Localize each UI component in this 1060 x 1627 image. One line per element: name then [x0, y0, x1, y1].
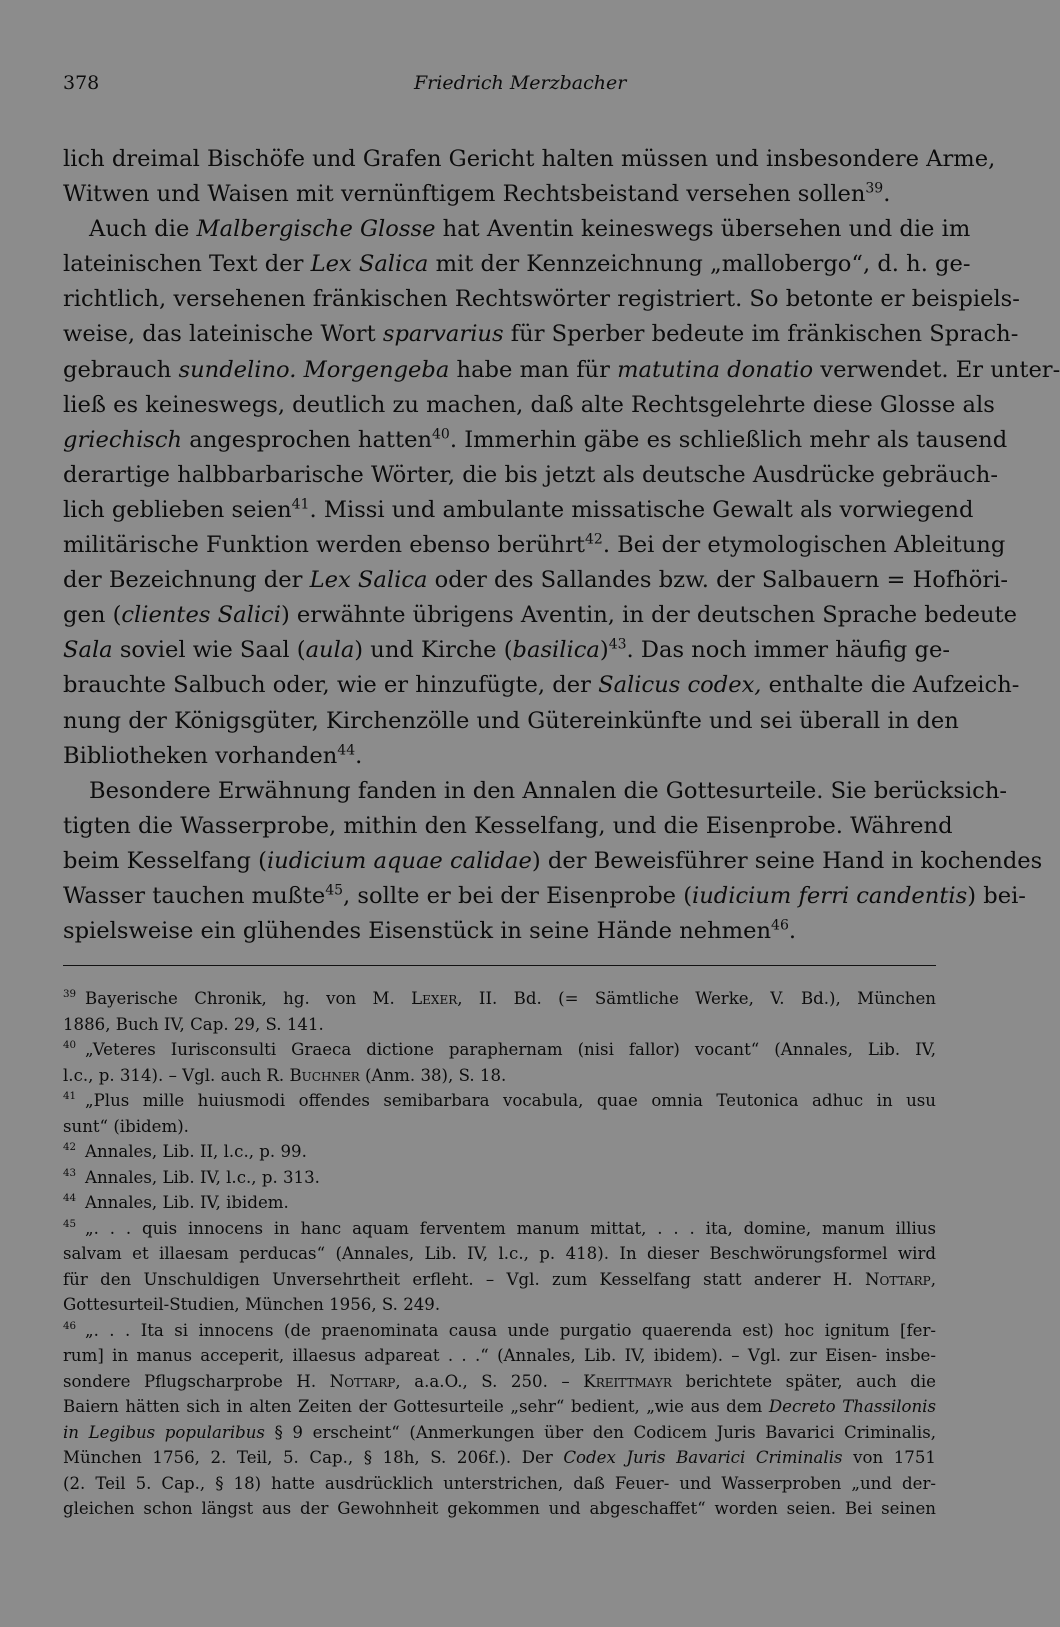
text-run: gebrauch	[63, 356, 179, 383]
text-run: von 1751	[842, 1448, 936, 1467]
text-run: (2. Teil 5. Cap., § 18) hatte ausdrücklich unterstrichen, daß Feuer- und Wasserproben „und der-	[63, 1473, 936, 1493]
text-run: Besondere Erwähnung fanden in den Annalen die Gottesurteile. Sie berücksich-	[89, 777, 1008, 804]
footnote-line: $^{43}$ Annales, Lib. IV, l.c., p. 313.	[63, 1166, 320, 1187]
footnote-line	[63, 1445, 936, 1471]
author-name: Nottarp	[329, 1371, 396, 1391]
body-line	[63, 598, 1017, 633]
text-run: (Anm. 38), S. 18.	[359, 1065, 507, 1085]
italic-text: iudicium aquae calidae	[266, 847, 532, 874]
text-run: gen (	[63, 602, 122, 629]
text-run: Witwen und Waisen mit vernünftigem Rechtsbeistand versehen sollen	[63, 181, 866, 208]
footnote-line	[63, 1369, 936, 1395]
text-run: richtlich, versehenen fränkischen Rechtswörter registriert. So betonte er beispiels-	[63, 286, 1020, 313]
italic-text: aula	[305, 637, 355, 664]
text-run: § 9 erscheint“ (Anmerkungen über den Codicem Juris Bavarici Criminalis,	[264, 1422, 936, 1442]
text-run: , a.a.O., S. 250. –	[395, 1371, 584, 1391]
text-run: , II. Bd. (= Sämtliche Werke, V. Bd.), München	[457, 989, 936, 1008]
text-run: l.c., p. 314). – Vgl. auch R.	[63, 1065, 290, 1085]
text-run: der Bezeichnung der	[63, 567, 310, 594]
text-run: lich geblieben seien	[63, 496, 292, 523]
italic-text: Morgengeba	[303, 356, 450, 383]
body-line	[63, 388, 995, 423]
body-line	[63, 317, 1019, 352]
text-run: militärische Funktion werden ebenso berührt	[63, 532, 585, 559]
footnote-line: $^{42}$ Annales, Lib. II, l.c., p. 99.	[63, 1141, 307, 1161]
italic-text: iudicium ferri candentis	[692, 882, 968, 909]
text-run: angesprochen hatten	[182, 426, 433, 453]
page-number: 378	[63, 72, 100, 94]
footnote-reference: 45	[325, 882, 344, 899]
body-line	[63, 739, 936, 774]
body-line	[63, 458, 998, 493]
text-run: ) bei-	[967, 882, 1026, 909]
text-run: beim Kesselfang (	[63, 847, 267, 874]
text-run: „. . . Ita si innocens (de praenominata causa unde purgatio quaerenda est) hoc ignitum [fer-	[85, 1320, 936, 1340]
author-name: Lexer	[411, 989, 458, 1008]
text-run: )	[599, 637, 609, 664]
text-run: berichtete später, auch die	[671, 1371, 936, 1391]
footnote-line: $^{46}$ „. . . Ita si innocens (de praenominata causa unde purgatio quaerenda est) hoc ignitum [fer-	[63, 1319, 936, 1340]
text-run: Auch die	[89, 216, 197, 243]
italic-text: griechisch	[63, 426, 183, 453]
body-line	[63, 247, 971, 282]
text-run: , sollte er bei der Eisenprobe (	[343, 882, 693, 909]
footnote-reference: 40	[432, 426, 450, 443]
footnote-rule	[63, 965, 936, 966]
footnote-line	[63, 1012, 936, 1038]
author-name: Buchner	[289, 1065, 360, 1085]
text-run: . Immerhin gäbe es schließlich mehr als tausend	[449, 426, 1008, 453]
footnote-line: $^{45}$ „. . . quis innocens in hanc aquam ferventem manum mittat, . . . ita, domine, manum illius	[63, 1217, 936, 1238]
text-run: gleichen schon längst aus der Gewohnheit gekommen und abgeschaffet“ worden seien. Bei seinen	[63, 1499, 936, 1518]
text-run: Bayerische Chronik, hg. von M.	[85, 989, 412, 1008]
text-run: „. . . quis innocens in hanc aquam ferventem manum mittat, . . . ita, domine, manum illius	[85, 1218, 936, 1238]
body-text	[63, 142, 1060, 949]
footnote-reference: 41	[291, 496, 310, 513]
text-run: Annales, Lib. IV, l.c., p. 313.	[85, 1167, 320, 1187]
footnote-reference: 46	[771, 917, 789, 934]
text-run: München 1756, 2. Teil, 5. Cap., § 18h, S. 206f.). Der	[63, 1448, 564, 1467]
text-run: mit der Kennzeichnung „mallobergo“, d. h. ge-	[428, 251, 971, 278]
body-line	[63, 493, 974, 528]
italic-text: matutina donatio	[617, 356, 814, 383]
italic-text: Codex Juris Bavarici Criminalis	[563, 1448, 843, 1467]
footnote-line	[63, 1063, 936, 1089]
text-run: tigten die Wasserprobe, mithin den Kesselfang, und die Eisenprobe. Während	[63, 812, 953, 839]
footnote-line: $^{39}$ Bayerische Chronik, hg. von M. Lexer, II. Bd. (= Sämtliche Werke, V. Bd.), München	[63, 988, 936, 1008]
body-line	[63, 563, 1009, 598]
footnote-line	[63, 1471, 936, 1497]
italic-text: basilica	[512, 637, 600, 664]
text-run: . Missi und ambulante missatische Gewalt als vorwiegend	[309, 496, 974, 523]
body-line	[63, 914, 936, 949]
footnote-line	[63, 1292, 936, 1318]
text-run: habe man für	[449, 356, 618, 383]
text-run: ) erwähnte übrigens Aventin, in der deutschen Sprache bedeute	[280, 602, 1017, 629]
text-run: soviel wie Saal (	[112, 637, 306, 664]
footnote-line: $^{44}$ Annales, Lib. IV, ibidem.	[63, 1192, 289, 1212]
footnote-reference: 43	[608, 636, 627, 653]
text-run: ) der Beweisführer seine Hand in kochendes	[531, 847, 1043, 874]
text-run: .	[355, 742, 363, 769]
body-line	[63, 212, 971, 247]
italic-text: Salicus codex,	[598, 672, 762, 699]
body-line	[63, 633, 950, 668]
text-run: nung der Königsgüter, Kirchenzölle und Gütereinkünfte und sei überall in den	[63, 707, 959, 734]
italic-text: sundelino.	[178, 356, 297, 383]
text-run: enthalte die Aufzeich-	[761, 672, 1020, 699]
italic-text: Lex Salica	[309, 567, 428, 594]
text-run: Annales, Lib. IV, ibidem.	[85, 1193, 289, 1212]
text-run: lich dreimal Bischöfe und Grafen Gericht halten müssen und insbesondere Arme,	[63, 146, 996, 172]
italic-text: in Legibus popularibus	[63, 1422, 265, 1442]
italic-text: Lex Salica	[310, 251, 429, 278]
author-name: Nottarp	[865, 1269, 931, 1289]
text-run: Baiern hätten sich in alten Zeiten der Gottesurteile „sehr“ bedient, „wie aus dem	[63, 1397, 769, 1416]
footnote-line	[63, 1394, 936, 1420]
text-run: sondere Pflugscharprobe H.	[63, 1371, 330, 1391]
text-run: .	[788, 918, 797, 945]
body-line	[63, 528, 1006, 563]
text-run: . Bei der etymologischen Ableitung	[602, 532, 1006, 559]
text-run: lateinischen Text der	[63, 251, 311, 278]
text-run: „Veteres Iurisconsulti Graeca dictione paraphernam (nisi fallor) vocant“ (Annales, Lib. IV,	[85, 1040, 936, 1059]
body-line	[63, 704, 959, 739]
body-line	[63, 177, 936, 212]
body-line	[63, 774, 1008, 809]
text-run: weise, das lateinische Wort	[63, 321, 383, 348]
footnote-line	[63, 1267, 936, 1293]
footnote-line	[63, 1241, 936, 1267]
text-run: verwendet. Er unter-	[813, 356, 1060, 383]
text-run: sunt“ (ibidem).	[63, 1116, 189, 1136]
italic-text: Decreto Thassilonis	[768, 1397, 937, 1416]
italic-text: Malbergische Glosse	[196, 216, 436, 243]
body-line	[63, 844, 1043, 879]
text-run: brauchte Salbuch oder, wie er hinzufügte, der	[63, 672, 599, 699]
body-line	[63, 809, 953, 844]
running-title: Friedrich Merzbacher	[414, 72, 627, 94]
text-run: ließ es keineswegs, deutlich zu machen, daß alte Rechtsgelehrte diese Glosse als	[63, 391, 995, 418]
italic-text: clientes Salici	[121, 602, 281, 629]
author-name: Kreittmayr	[583, 1371, 672, 1391]
text-run: 1886, Buch IV, Cap. 29, S. 141.	[63, 1014, 324, 1034]
text-run: Bibliotheken vorhanden	[63, 742, 338, 769]
text-run: derartige halbbarbarische Wörter, die bis jetzt als deutsche Ausdrücke gebräuch-	[63, 461, 998, 488]
footnote-reference: 39	[865, 180, 884, 197]
italic-text: sparvarius	[382, 321, 504, 348]
footnote-line	[63, 1114, 936, 1140]
text-run: hat Aventin keineswegs übersehen und die im	[435, 216, 971, 243]
text-run: ,	[930, 1269, 936, 1289]
body-line	[63, 879, 1026, 914]
text-run: Wasser tauchen mußte	[63, 882, 326, 909]
text-run: . Das noch immer häufig ge-	[626, 637, 950, 664]
text-run: .	[883, 181, 891, 208]
footnote-line: $^{40}$ „Veteres Iurisconsulti Graeca dictione paraphernam (nisi fallor) vocant“ (Annales, Lib. IV,	[63, 1039, 936, 1059]
text-run: ) und Kirche (	[354, 637, 513, 664]
body-line	[63, 282, 1020, 317]
footnote-line	[63, 1496, 936, 1522]
body-line	[63, 668, 1020, 703]
text-run: für Sperber bedeute im fränkischen Sprach-	[503, 321, 1019, 348]
footnote-line	[63, 1420, 936, 1446]
body-line	[63, 142, 996, 177]
footnote-reference: 44	[337, 742, 356, 759]
text-run: rum] in manus acceperit, illaesus adpareat . . .“ (Annales, Lib. IV, ibidem). – Vgl. zur Eisen- insbe-	[63, 1346, 936, 1365]
body-line	[63, 423, 1008, 458]
text-run: Annales, Lib. II, l.c., p. 99.	[85, 1142, 307, 1161]
footnote-line	[63, 1343, 936, 1369]
italic-text: Sala	[63, 637, 113, 664]
footnotes	[63, 986, 936, 1522]
text-run: Gottesurteil-Studien, München 1956, S. 249.	[63, 1295, 441, 1314]
text-run	[296, 357, 303, 383]
text-run: oder des Sallandes bzw. der Salbauern = Hofhöri-	[427, 567, 1009, 594]
text-run: „Plus mille huiusmodi offendes semibarbara vocabula, quae omnia Teutonica adhuc in usu	[85, 1091, 936, 1110]
footnote-reference: 42	[584, 531, 603, 548]
text-run: spielsweise ein glühendes Eisenstück in seine Hände nehmen	[63, 918, 772, 945]
text-run: für den Unschuldigen Unversehrtheit erfleht. – Vgl. zum Kesselfang statt anderer H.	[63, 1269, 865, 1289]
text-run: salvam et illaesam perducas“ (Annales, Lib. IV, l.c., p. 418). In dieser Beschwörungsformel wird	[63, 1244, 936, 1263]
footnote-line: $^{41}$ „Plus mille huiusmodi offendes semibarbara vocabula, quae omnia Teutonica adhuc in usu	[63, 1090, 936, 1110]
body-line	[63, 353, 1060, 388]
